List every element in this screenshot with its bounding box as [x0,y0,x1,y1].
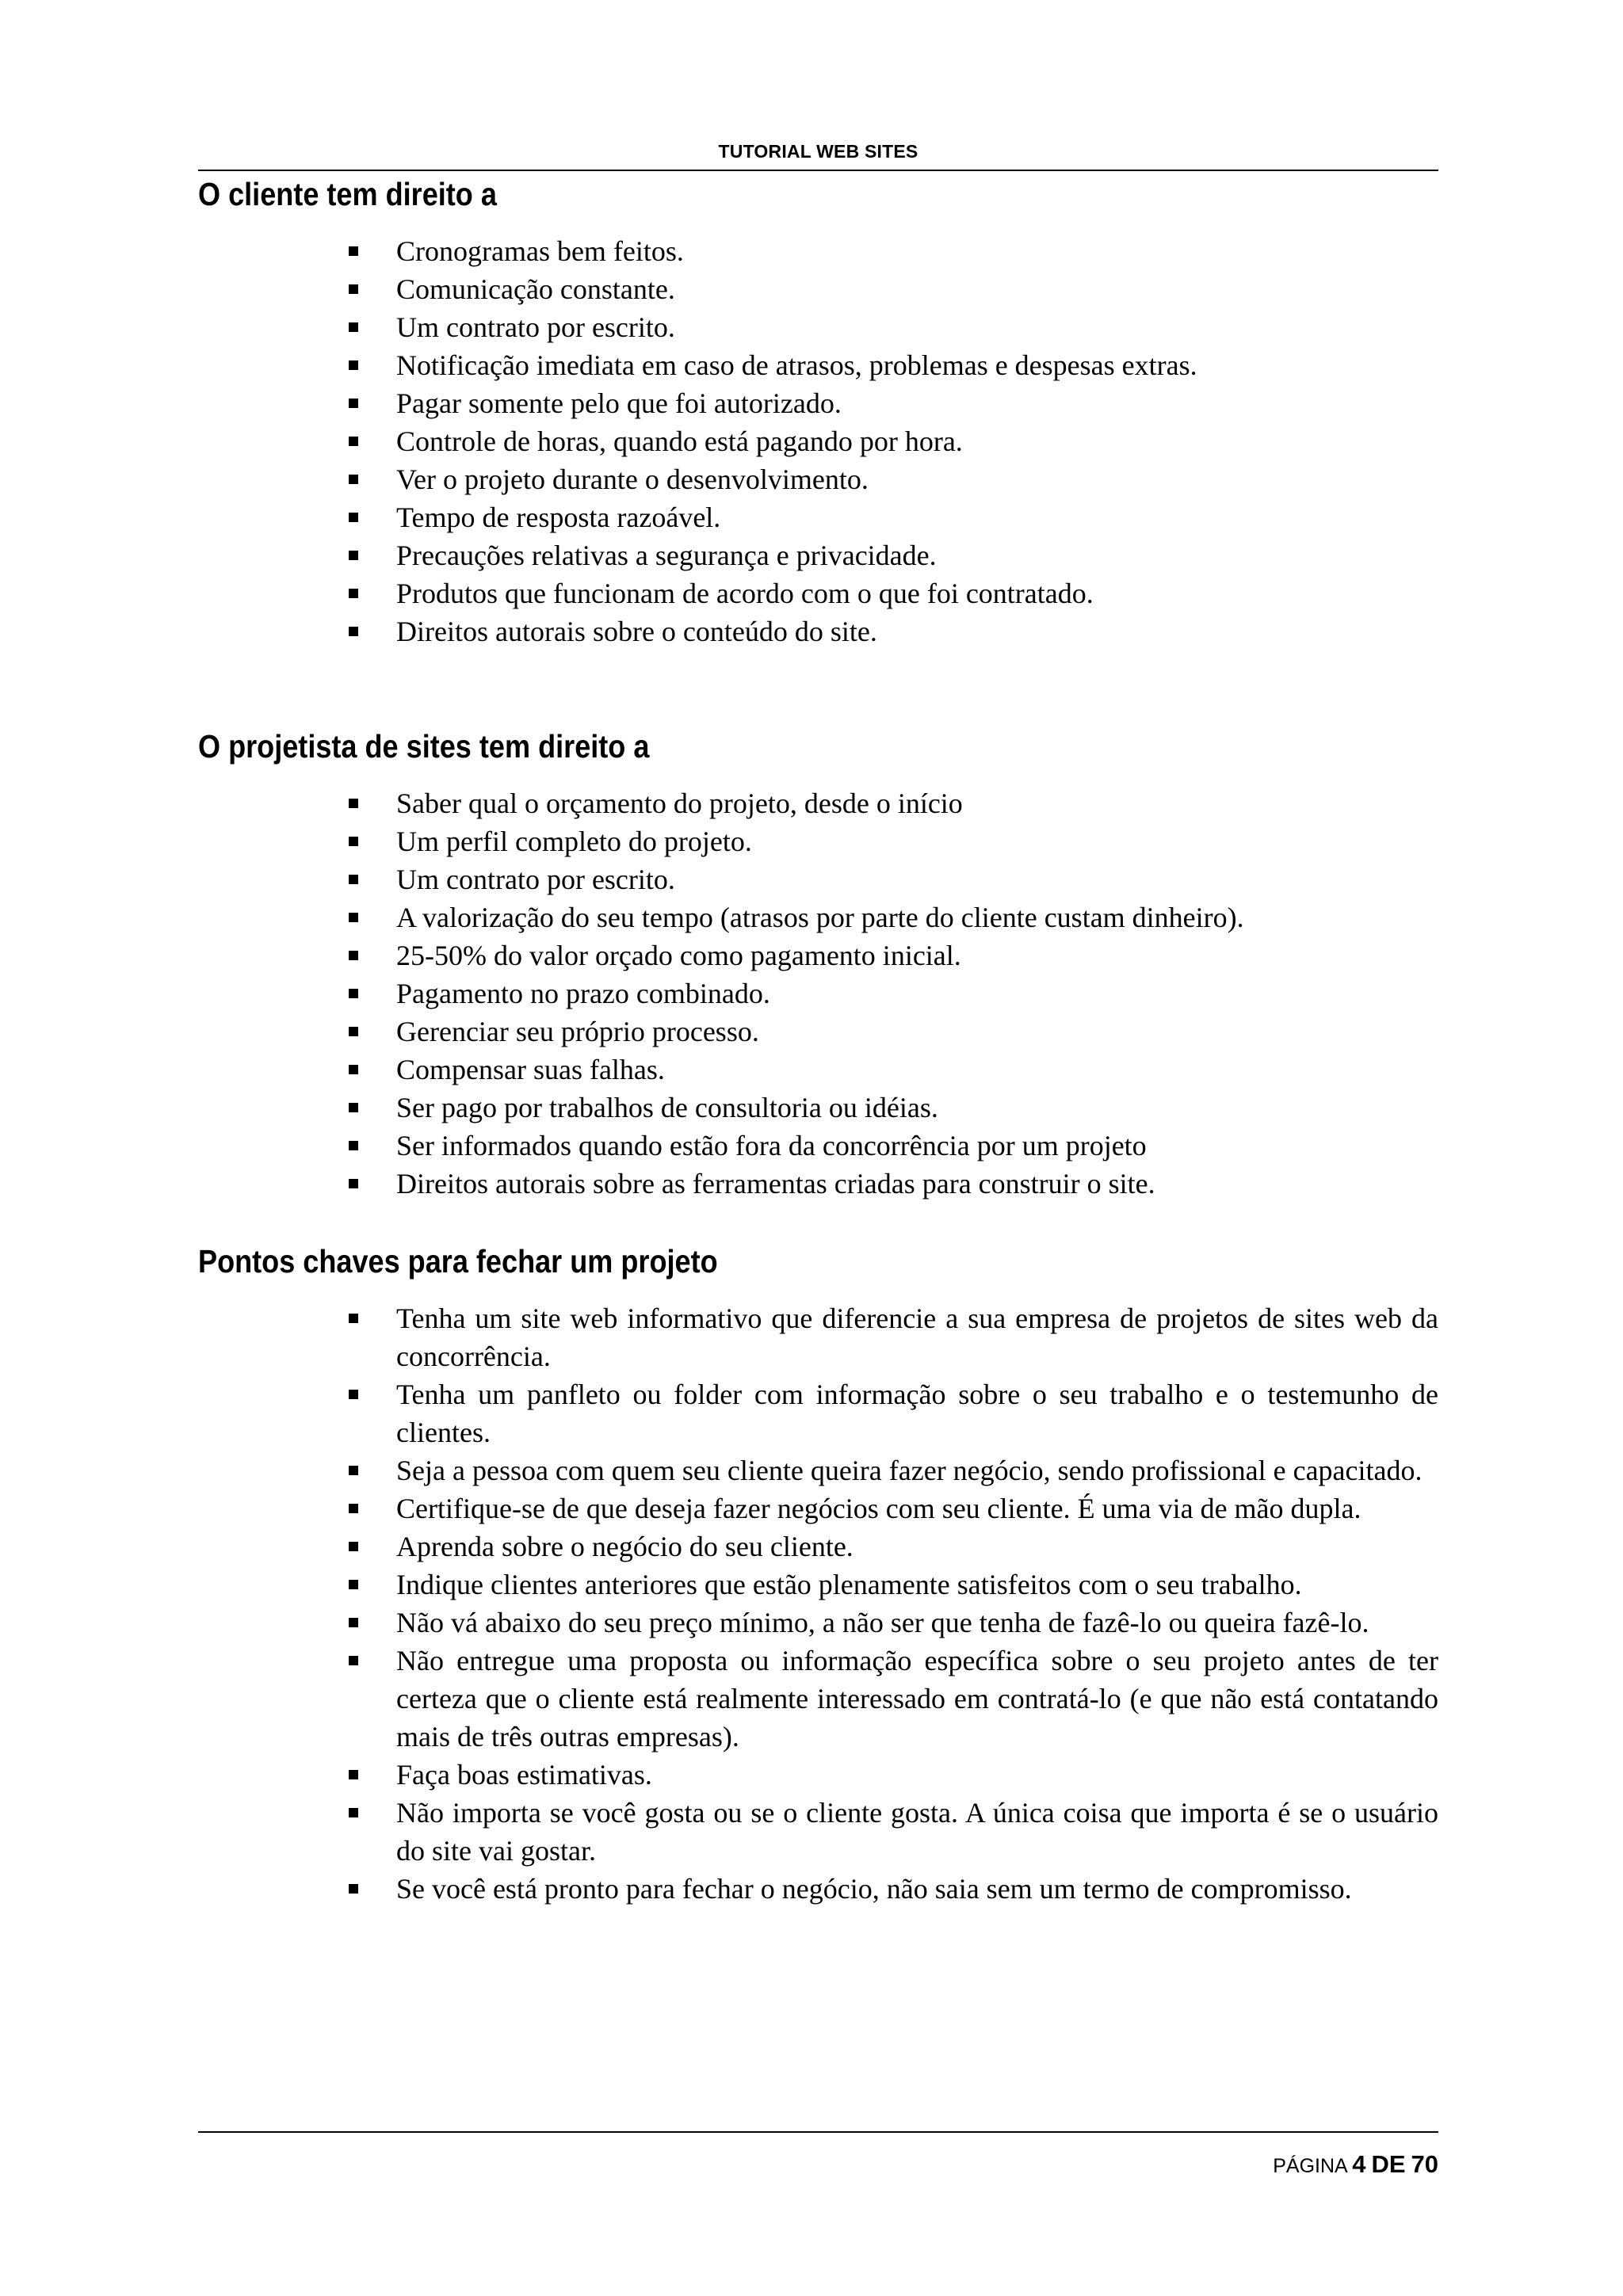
of-label: DE [1371,2150,1406,2178]
running-header-title: TUTORIAL WEB SITES [718,141,918,162]
list-item: Direitos autorais sobre o conteúdo do site. [198,612,1438,650]
list-item: Aprenda sobre o negócio do seu cliente. [198,1527,1438,1566]
running-footer [198,2131,1438,2178]
list-item: Certifique-se de que deseja fazer negócios com seu cliente. É uma via de mão dupla. [198,1489,1438,1527]
list-item: Cronogramas bem feitos. [198,232,1438,270]
list-item: Notificação imediata em caso de atrasos, problemas e despesas extras. [198,346,1438,384]
list-item: Produtos que funcionam de acordo com o que foi contratado. [198,574,1438,612]
list-item: Tenha um panfleto ou folder com informação sobre o seu trabalho e o testemunho de clientes. [198,1375,1438,1451]
running-header [198,135,1438,171]
section-client-rights [198,174,1438,650]
list-item: Não vá abaixo do seu preço mínimo, a não ser que tenha de fazê-lo ou queira fazê-lo. [198,1604,1438,1642]
list-item: Seja a pessoa com quem seu cliente queira fazer negócio, sendo profissional e capacitado. [198,1451,1438,1489]
bullet-list [198,232,1438,650]
list-item: Compensar suas falhas. [198,1051,1438,1089]
list-item: Um contrato por escrito. [198,860,1438,898]
list-item: Ser informados quando estão fora da concorrência por um projeto [198,1127,1438,1165]
section-title: O projetista de sites tem direito a [198,728,650,765]
list-item: Não importa se você gosta ou se o cliente gosta. A única coisa que importa é se o usuário do site vai gostar. [198,1794,1438,1870]
list-item: A valorização do seu tempo (atrasos por parte do cliente custam dinheiro). [198,898,1438,936]
list-item: Se você está pronto para fechar o negócio, não saia sem um termo de compromisso. [198,1870,1438,1908]
list-item: Comunicação constante. [198,270,1438,308]
bullet-list [198,1299,1438,1908]
list-item: Gerenciar seu próprio processo. [198,1013,1438,1051]
list-item: Ver o projeto durante o desenvolvimento. [198,460,1438,498]
page-label: PÁGINA [1273,2155,1347,2177]
list-item: Tempo de resposta razoável. [198,498,1438,536]
list-item: Tenha um site web informativo que diferencie a sua empresa de projetos de sites web da concorrência. [198,1299,1438,1375]
list-item: 25-50% do valor orçado como pagamento inicial. [198,936,1438,974]
list-item: Um perfil completo do projeto. [198,822,1438,860]
list-item: Controle de horas, quando está pagando por hora. [198,422,1438,460]
total-pages: 70 [1411,2150,1438,2178]
list-item: Pagamento no prazo combinado. [198,974,1438,1013]
page-number-label [1273,2150,1438,2179]
list-item: Indique clientes anteriores que estão plenamente satisfeitos com o seu trabalho. [198,1566,1438,1604]
list-item: Precauções relativas a segurança e privacidade. [198,536,1438,574]
page-number: 4 [1352,2150,1366,2178]
list-item: Não entregue uma proposta ou informação específica sobre o seu projeto antes de ter certeza que o cliente está realmente interessado em contratá-lo (e que não está contatando mais de três outras empresas). [198,1642,1438,1756]
document-page [198,135,1438,2178]
list-item: Pagar somente pelo que foi autorizado. [198,384,1438,422]
section-closing-key-points [198,1241,1438,1908]
list-item: Faça boas estimativas. [198,1756,1438,1794]
section-designer-rights [198,727,1438,1203]
list-item: Ser pago por trabalhos de consultoria ou idéias. [198,1089,1438,1127]
bullet-list [198,784,1438,1203]
list-item: Saber qual o orçamento do projeto, desde o início [198,784,1438,822]
list-item: Um contrato por escrito. [198,308,1438,346]
list-item: Direitos autorais sobre as ferramentas criadas para construir o site. [198,1165,1438,1203]
section-title: Pontos chaves para fechar um projeto [198,1243,718,1280]
section-title: O cliente tem direito a [198,176,497,212]
